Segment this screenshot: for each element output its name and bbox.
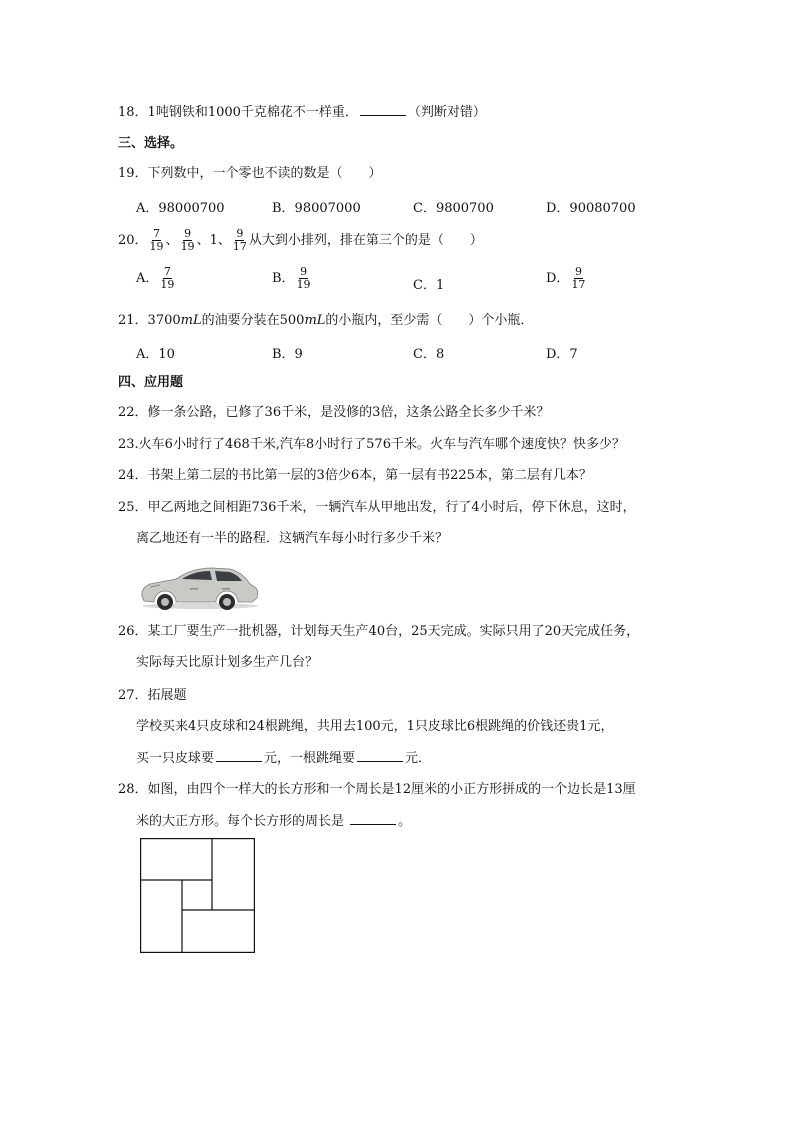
option-d[interactable]: D．7	[546, 347, 578, 362]
answer-blank[interactable]	[216, 749, 262, 762]
option-d[interactable]: D．90080700	[546, 201, 636, 216]
question-27-title: 27．拓展题	[118, 688, 187, 703]
car-illustration	[138, 562, 260, 610]
question-27-line2: 买一只皮球要 元，一根跳绳要 元．	[136, 751, 432, 766]
fraction: $\frac{7}{19}$	[149, 227, 164, 253]
option-b[interactable]: B． $\frac{9}{19}$	[272, 265, 311, 291]
question-21-options	[136, 343, 656, 363]
question-20-options	[136, 266, 656, 300]
question-22: 22．修一条公路，已修了36千米，是没修的3倍，这条公路全长多少千米？	[118, 405, 550, 420]
section-heading-application: 四、应用题	[118, 375, 184, 390]
question-19: 19．下列数中，一个零也不读的数是（ ）	[118, 166, 382, 181]
question-26-line2: 实际每天比原计划多生产几台？	[136, 655, 319, 670]
question-23: 23.火车6小时行了468千米,汽车8小时行了576千米。火车与汽车哪个速度快？快多少？	[118, 437, 625, 452]
option-c[interactable]: C．8	[413, 347, 445, 362]
answer-blank[interactable]	[350, 812, 396, 825]
option-c[interactable]: C．1	[413, 278, 445, 293]
question-28-line1: 28．如图，由四个一样大的长方形和一个周长是12厘米的小正方形拼成的一个边长是13厘	[118, 782, 636, 797]
question-20: 20． $\frac{7}{19}$ 、 $\frac{9}{19}$ 、1、 $\frac{9}{17}$ 从大到小排列，排在第三个的是（ ）	[118, 227, 483, 253]
option-a[interactable]: A．98000700	[136, 201, 225, 216]
answer-blank[interactable]	[360, 103, 406, 116]
question-28-line2: 米的大正方形。每个长方形的周长是 。	[136, 814, 412, 829]
answer-blank[interactable]	[357, 749, 403, 762]
question-20-suffix: 从大到小排列，排在第三个的是（ ）	[248, 233, 483, 248]
question-26-line1: 26．某工厂要生产一批机器，计划每天生产40台，25天完成。实际只用了20天完成任务，	[118, 624, 640, 639]
question-number: 20．	[118, 233, 148, 248]
option-c[interactable]: C．9800700	[413, 201, 494, 216]
option-d[interactable]: D． $\frac{9}{17}$	[546, 265, 586, 291]
question-27-line1: 学校买来4只皮球和24根跳绳，共用去100元，1只皮球比6根跳绳的价钱还贵1元，	[136, 719, 614, 734]
question-18-suffix: （判断对错）	[407, 105, 486, 120]
fraction: $\frac{9}{17}$	[232, 227, 247, 253]
question-21: 21．3700mL的油要分装在500mL的小瓶内，至少需（ ）个小瓶．	[118, 313, 534, 328]
question-25-line2: 离乙地还有一半的路程．这辆汽车每小时行多少千米？	[136, 531, 449, 546]
question-18-text: 18．1吨钢铁和1000千克棉花不一样重．	[118, 105, 358, 120]
question-18	[118, 103, 486, 122]
option-b[interactable]: B．98007000	[272, 201, 361, 216]
square-diagram	[140, 838, 255, 953]
section-heading-choice: 三、选择。	[118, 136, 184, 151]
question-25-line1: 25．甲乙两地之间相距736千米，一辆汽车从甲地出发，行了4小时后，停下休息，这时，	[118, 500, 636, 515]
option-b[interactable]: B．9	[272, 347, 303, 362]
option-a[interactable]: A． $\frac{7}{19}$	[136, 265, 175, 291]
fraction: $\frac{9}{19}$	[180, 227, 195, 253]
option-a[interactable]: A．10	[136, 347, 175, 362]
question-19-options	[136, 197, 656, 217]
question-24: 24．书架上第二层的书比第一层的3倍少6本，第一层有书225本，第二层有几本？	[118, 468, 592, 483]
